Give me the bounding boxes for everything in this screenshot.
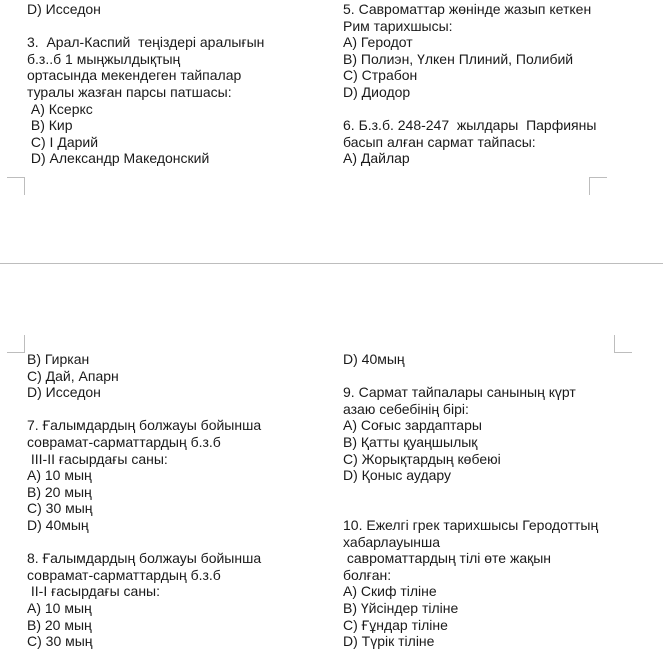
text-line: 9. Сармат тайпалары санының күрт <box>343 384 576 401</box>
text-line: В) Полиэн, Үлкен Плиний, Полибий <box>343 50 574 67</box>
text-line: С) Жорықтардың көбеюі <box>343 450 501 467</box>
text-line: В) Үйсіндер тіліне <box>343 599 459 616</box>
text-line: D) Исседон <box>27 1 101 17</box>
text-line: А) 10 мың <box>27 467 92 484</box>
text-line: 3. Арал-Каспий теңіздері аралығын <box>27 34 265 51</box>
text-line: С) І Дарий <box>27 133 99 150</box>
text-line: В) 20 мың <box>27 483 92 500</box>
text-line: D) 40мың <box>343 351 405 367</box>
page-corner-mark <box>7 335 24 353</box>
text-line: 6. Б.з.б. 248-247 жылдары Парфияны <box>343 117 597 134</box>
blank-line <box>343 101 596 118</box>
text-line: Рим тарихшысы: <box>343 17 453 34</box>
text-line: С) 30 мың <box>27 500 93 517</box>
text-line: ортасында мекендеген тайпалар <box>27 67 242 84</box>
text-line: А) Скиф тіліне <box>343 583 437 600</box>
text-line: 8. Ғалымдардың болжауы бойынша <box>27 550 262 567</box>
text-line: ІІ-І ғасырдағы саны: <box>27 583 161 600</box>
text-line: савроматтардың тілі өте жақын <box>343 550 552 567</box>
text-line: соврамат-сарматтардың б.з.б <box>27 433 221 450</box>
text-line: б.з..б 1 мыңжылдықтың <box>27 50 181 67</box>
page-corner-mark <box>589 177 607 195</box>
top-left-column <box>27 1 264 167</box>
text-line: А) 10 мың <box>27 599 92 616</box>
page-corner-mark <box>614 335 632 353</box>
text-line: В) Гиркан <box>27 351 90 367</box>
text-line: А) Соғыс зардаптары <box>343 417 482 434</box>
text-line: 10. Ежелгі грек тарихшысы Геродоттың <box>343 516 599 533</box>
text-line: D) 40мың <box>27 516 89 533</box>
text-line: В) Кир <box>27 117 73 134</box>
text-line: хабарлауынша <box>343 533 441 550</box>
text-line: D) Исседон <box>27 384 101 401</box>
text-line: 5. Савроматтар жөнінде жазып кеткен <box>343 1 592 17</box>
text-line: В) 20 мың <box>27 616 92 633</box>
blank-line <box>343 368 598 385</box>
text-line: 7. Ғалымдардың болжауы бойынша <box>27 417 262 434</box>
text-line: С) Дай, Апарн <box>27 367 119 384</box>
text-line: С) Страбон <box>343 67 418 84</box>
blank-line <box>27 534 261 551</box>
text-line: азаю себебінің бірі: <box>343 400 469 417</box>
page-break-line <box>0 263 663 264</box>
blank-line <box>343 484 598 501</box>
text-line: В) Қатты қуаңшылық <box>343 433 478 450</box>
text-line: туралы жазған парсы патшасы: <box>27 83 232 100</box>
text-line: D) Александр Македонский <box>27 150 210 167</box>
blank-line <box>27 18 264 35</box>
text-line: А) Геродот <box>343 34 413 51</box>
text-line: D) Қоныс аудару <box>343 467 452 484</box>
text-line: D) Диодор <box>343 83 411 100</box>
text-line: ІІІ-ІІ ғасырдағы саны: <box>27 450 168 467</box>
text-line: басып алған сармат тайпасы: <box>343 133 536 150</box>
text-line: С) Ғұндар тіліне <box>343 616 448 633</box>
bottom-right-column <box>343 351 598 650</box>
page-corner-mark <box>7 177 24 195</box>
top-right-column <box>343 1 596 167</box>
text-line: соврамат-сарматтардың б.з.б <box>27 566 221 583</box>
blank-line <box>343 500 598 517</box>
blank-line <box>27 401 261 418</box>
text-line: D) Түрік тіліне <box>343 633 435 650</box>
text-line: С) 30 мың <box>27 633 93 650</box>
text-line: болған: <box>343 566 392 583</box>
text-line: А) Ксеркс <box>27 100 93 117</box>
text-line: А) Дайлар <box>343 150 410 167</box>
bottom-left-column <box>27 351 261 650</box>
